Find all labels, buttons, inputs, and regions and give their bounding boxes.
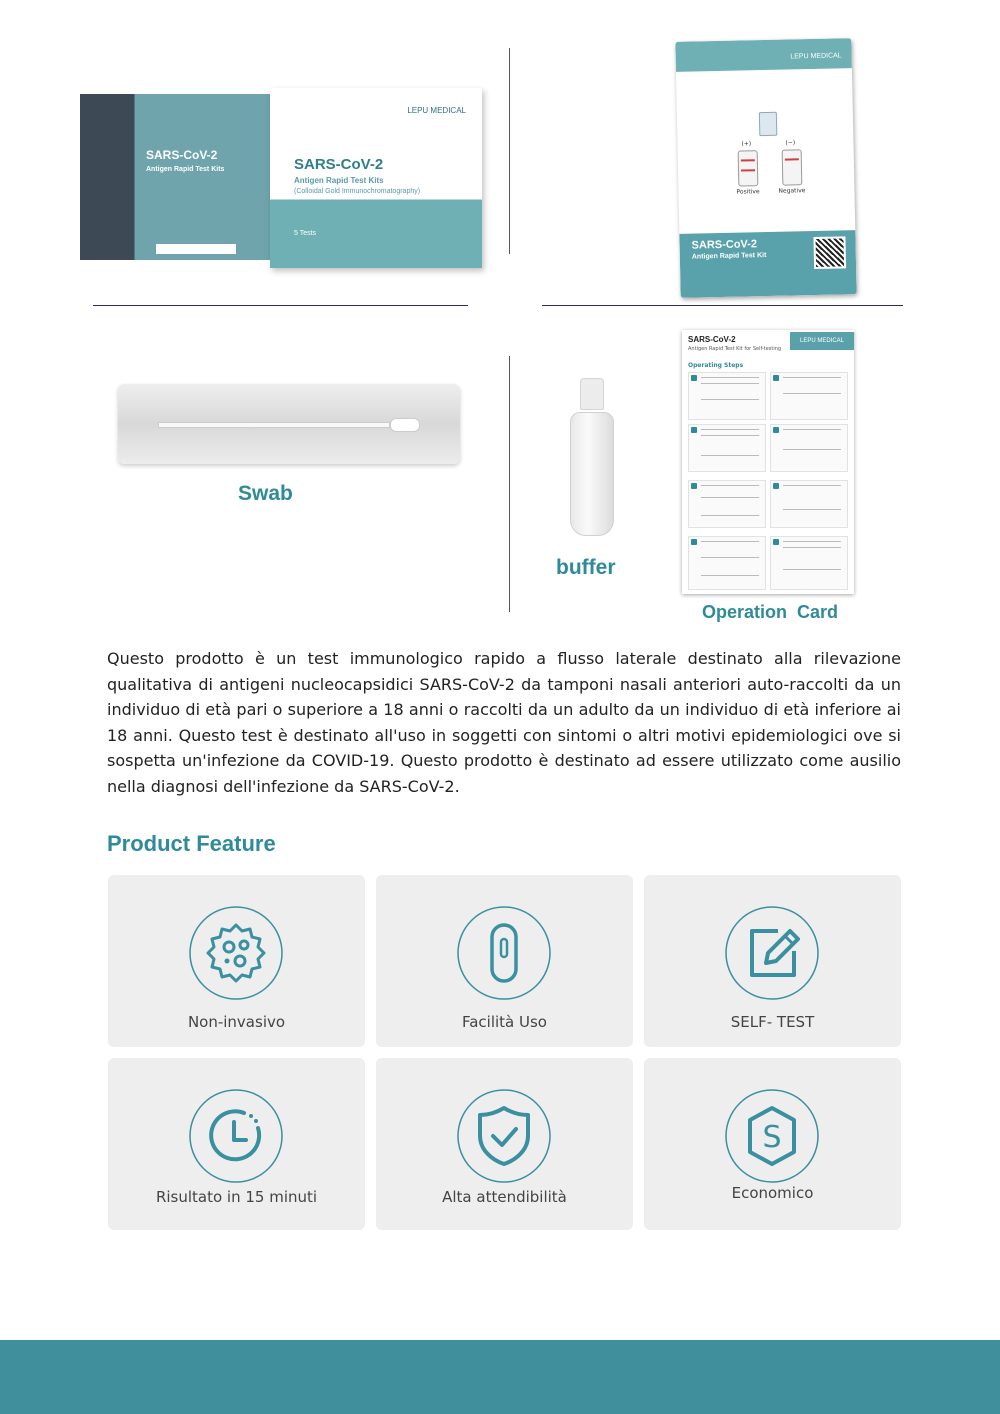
product-box-side xyxy=(80,94,275,260)
feature-label: Facilità Uso xyxy=(461,1013,547,1031)
operation-step xyxy=(688,536,766,590)
swab-label: Swab xyxy=(238,482,293,505)
operation-step xyxy=(770,480,848,528)
operation-card-steps-title: Operating Steps xyxy=(688,362,744,369)
operation-card-sheet-subtitle: Antigen Rapid Test Kit for Self-testing xyxy=(688,346,782,352)
operation-step xyxy=(770,536,848,590)
feature-card-reliability xyxy=(376,1058,633,1230)
product-box-method: (Colloidal Gold Immunochromatography) xyxy=(294,188,421,195)
buffer-label: buffer xyxy=(556,556,616,579)
operation-step xyxy=(688,424,766,472)
svg-text:S: S xyxy=(762,1120,782,1155)
operation-step xyxy=(770,372,848,420)
feature-card-result-time xyxy=(108,1058,365,1230)
divider-vertical-bottom xyxy=(509,356,510,612)
feature-label: SELF- TEST xyxy=(730,1013,815,1031)
feature-card-economic xyxy=(644,1058,901,1230)
divider-horizontal-right xyxy=(542,305,903,306)
product-box-brand: LEPU MEDICAL xyxy=(407,106,466,115)
shield-check-icon xyxy=(456,1088,552,1184)
feature-label: Economico xyxy=(731,1184,814,1202)
product-box-side-subtitle: Antigen Rapid Test Kits xyxy=(146,166,225,173)
product-box-front xyxy=(270,88,482,268)
coin-icon xyxy=(724,1088,820,1184)
operation-card-sheet-title: SARS-CoV-2 xyxy=(688,335,736,344)
test-card-minus: (−) xyxy=(785,139,796,147)
buffer-vial-image xyxy=(566,378,616,538)
feature-card-non-invasive xyxy=(108,875,365,1047)
positive-label: Positive xyxy=(736,188,760,196)
operation-step xyxy=(688,372,766,420)
qr-code-icon xyxy=(813,236,846,269)
test-card-brand: LEPU MEDICAL xyxy=(790,52,842,61)
edit-icon xyxy=(724,905,820,1001)
swab-image xyxy=(118,384,460,464)
feature-label: Non-invasivo xyxy=(187,1013,286,1031)
operation-step xyxy=(770,424,848,472)
footer-band xyxy=(0,1340,1000,1414)
test-card-title: SARS-CoV-2 xyxy=(691,238,758,252)
feature-label: Alta attendibilità xyxy=(442,1188,567,1206)
test-card-plus: (+) xyxy=(741,140,752,148)
virus-icon xyxy=(188,905,284,1001)
divider-horizontal-left xyxy=(93,305,468,306)
product-description: Questo prodotto è un test immunologico rapido a flusso laterale destinato alla rilevazione qualitativa di antigeni nucleocapsidici SARS-CoV-2 da tamponi nasali anteriori auto-raccolti da un individuo di età pari o superiore a 18 anni o raccolti da un adulto da un individuo di età inferiore ai 18 anni. Questo test è destinato all'uso in soggetti con sintomi o altri motivi epidemiologici ove si sospetta un'infezione da COVID-19. Questo prodotto è destinato ad essere utilizzato come ausilio nella diagnosi dell'infezione da SARS-CoV-2. xyxy=(107,649,901,796)
product-box-title: SARS-CoV-2 xyxy=(294,156,384,173)
operation-card-label: Operation Card xyxy=(702,602,839,622)
feature-card-ease-of-use xyxy=(376,875,633,1047)
test-card-subtitle: Antigen Rapid Test Kit xyxy=(691,252,767,261)
operation-step xyxy=(688,480,766,528)
product-box-tests: 5 Tests xyxy=(294,230,317,237)
capsule-icon xyxy=(456,905,552,1001)
test-cassette xyxy=(759,112,777,136)
operation-card-brand: LEPU MEDICAL xyxy=(790,332,854,350)
section-title: Product Feature xyxy=(107,831,276,856)
product-box-image xyxy=(80,88,482,268)
divider-vertical-top xyxy=(509,48,510,254)
product-box-side-title: SARS-CoV-2 xyxy=(146,148,218,162)
feature-label: Risultato in 15 minuti xyxy=(155,1188,318,1206)
negative-well xyxy=(782,149,803,185)
product-box-subtitle: Antigen Rapid Test Kits xyxy=(294,176,384,185)
operation-card-image xyxy=(682,330,854,594)
clock-icon xyxy=(188,1088,284,1184)
positive-well xyxy=(738,150,759,186)
test-card-image xyxy=(675,38,856,298)
feature-card-self-test xyxy=(644,875,901,1047)
negative-label: Negative xyxy=(778,187,806,195)
